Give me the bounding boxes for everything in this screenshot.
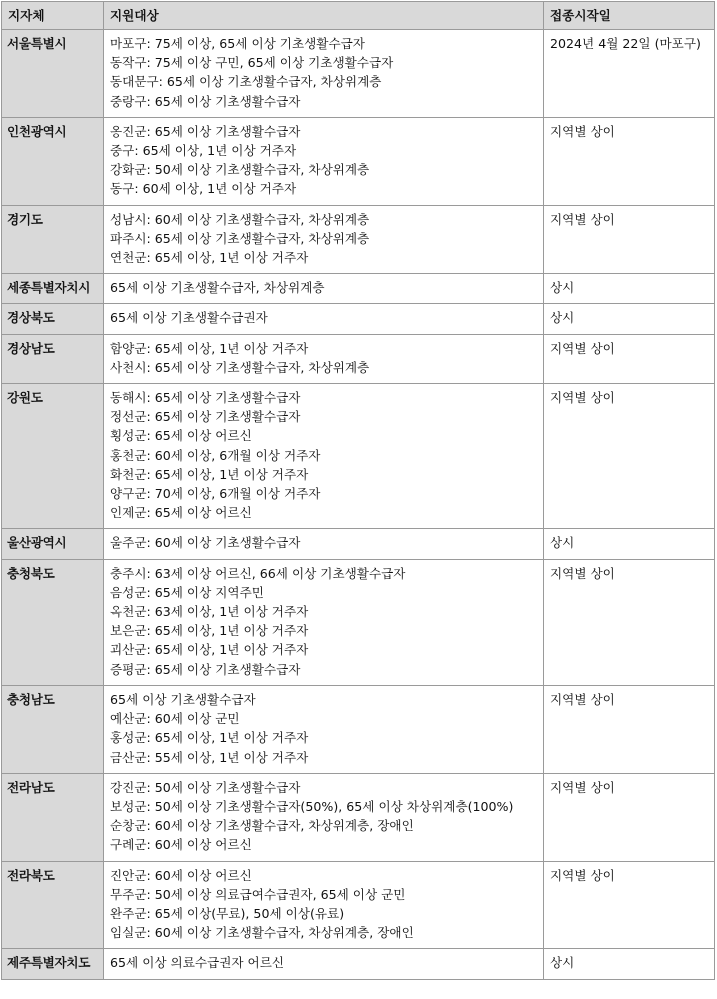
table-row	[2, 861, 715, 949]
target-line: 음성군: 65세 이상 지역주민	[110, 584, 264, 600]
target-line: 인제군: 65세 이상 어르신	[110, 505, 252, 521]
targets-cell	[104, 949, 544, 979]
start-date-cell: 상시	[544, 529, 715, 559]
targets-cell	[104, 685, 544, 773]
start-date-cell: 지역별 상이	[544, 685, 715, 773]
target-line: 울주군: 60세 이상 기초생활수급자	[110, 535, 301, 551]
target-line: 강진군: 50세 이상 기초생활수급자	[110, 779, 301, 795]
target-line: 홍성군: 65세 이상, 1년 이상 거주자	[110, 730, 309, 746]
header-targets: 지원대상	[104, 2, 544, 30]
region-cell: 전라북도	[2, 861, 104, 949]
start-date-cell: 지역별 상이	[544, 205, 715, 274]
targets-cell	[104, 529, 544, 559]
start-date-cell: 상시	[544, 949, 715, 979]
target-line: 횡성군: 65세 이상 어르신	[110, 428, 252, 444]
target-line: 옥천군: 63세 이상, 1년 이상 거주자	[110, 604, 309, 620]
start-date-cell: 지역별 상이	[544, 861, 715, 949]
target-line: 홍천군: 60세 이상, 6개월 이상 거주자	[110, 447, 321, 463]
region-cell: 울산광역시	[2, 529, 104, 559]
start-date-cell: 지역별 상이	[544, 117, 715, 205]
table-row	[2, 949, 715, 979]
start-date-cell: 상시	[544, 274, 715, 304]
table-row	[2, 117, 715, 205]
target-line: 금산군: 55세 이상, 1년 이상 거주자	[110, 749, 309, 765]
target-line: 동구: 60세 이상, 1년 이상 거주자	[110, 181, 297, 197]
targets-cell	[104, 304, 544, 334]
region-cell: 인천광역시	[2, 117, 104, 205]
targets-cell	[104, 117, 544, 205]
region-cell: 전라남도	[2, 773, 104, 861]
vaccination-support-table	[1, 1, 715, 980]
target-line: 동해시: 65세 이상 기초생활수급자	[110, 390, 301, 406]
target-line: 보은군: 65세 이상, 1년 이상 거주자	[110, 623, 309, 639]
region-cell: 제주특별자치도	[2, 949, 104, 979]
target-line: 함양군: 65세 이상, 1년 이상 거주자	[110, 340, 309, 356]
target-line: 완주군: 65세 이상(무료), 50세 이상(유료)	[110, 905, 345, 921]
target-line: 65세 이상 기초생활수급권자	[110, 310, 268, 326]
table-row	[2, 685, 715, 773]
target-line: 65세 이상 기초생활수급자	[110, 691, 256, 707]
start-date-cell: 지역별 상이	[544, 334, 715, 383]
target-line: 화천군: 65세 이상, 1년 이상 거주자	[110, 466, 309, 482]
region-cell: 경상북도	[2, 304, 104, 334]
target-line: 성남시: 60세 이상 기초생활수급자, 차상위계층	[110, 211, 370, 227]
start-date-cell: 지역별 상이	[544, 384, 715, 529]
table-row	[2, 205, 715, 274]
target-line: 양구군: 70세 이상, 6개월 이상 거주자	[110, 486, 321, 502]
target-line: 무주군: 50세 이상 의료급여수급권자, 65세 이상 군민	[110, 886, 406, 902]
table-row	[2, 334, 715, 383]
targets-cell	[104, 30, 544, 118]
target-line: 증평군: 65세 이상 기초생활수급자	[110, 661, 301, 677]
header-region: 지자체	[2, 2, 104, 30]
target-line: 정선군: 65세 이상 기초생활수급자	[110, 409, 301, 425]
target-line: 순창군: 60세 이상 기초생활수급자, 차상위계층, 장애인	[110, 818, 414, 834]
target-line: 진안군: 60세 이상 어르신	[110, 867, 252, 883]
target-line: 중랑구: 65세 이상 기초생활수급자	[110, 93, 301, 109]
targets-cell	[104, 861, 544, 949]
table-row	[2, 559, 715, 685]
table-row	[2, 529, 715, 559]
header-start-date: 접종시작일	[544, 2, 715, 30]
target-line: 동작구: 75세 이상 구민, 65세 이상 기초생활수급자	[110, 55, 394, 71]
target-line: 옹진군: 65세 이상 기초생활수급자	[110, 123, 301, 139]
target-line: 예산군: 60세 이상 군민	[110, 711, 240, 727]
target-line: 65세 이상 기초생활수급자, 차상위계층	[110, 280, 325, 296]
table-row	[2, 384, 715, 529]
start-date-cell: 지역별 상이	[544, 559, 715, 685]
start-date-cell: 2024년 4월 22일 (마포구)	[544, 30, 715, 118]
target-line: 괴산군: 65세 이상, 1년 이상 거주자	[110, 642, 309, 658]
target-line: 임실군: 60세 이상 기초생활수급자, 차상위계층, 장애인	[110, 925, 414, 941]
target-line: 강화군: 50세 이상 기초생활수급자, 차상위계층	[110, 162, 370, 178]
table-row	[2, 304, 715, 334]
target-line: 동대문구: 65세 이상 기초생활수급자, 차상위계층	[110, 74, 382, 90]
target-line: 파주시: 65세 이상 기초생활수급자, 차상위계층	[110, 230, 370, 246]
start-date-cell: 상시	[544, 304, 715, 334]
region-cell: 경기도	[2, 205, 104, 274]
table-header-row	[2, 2, 715, 30]
region-cell: 충청남도	[2, 685, 104, 773]
region-cell: 강원도	[2, 384, 104, 529]
target-line: 구례군: 60세 이상 어르신	[110, 837, 252, 853]
target-line: 연천군: 65세 이상, 1년 이상 거주자	[110, 250, 309, 266]
target-line: 마포구: 75세 이상, 65세 이상 기초생활수급자	[110, 36, 365, 51]
target-line: 충주시: 63세 이상 어르신, 66세 이상 기초생활수급자	[110, 565, 406, 581]
target-line: 65세 이상 의료수급권자 어르신	[110, 955, 285, 971]
targets-cell	[104, 274, 544, 304]
table-body	[2, 30, 715, 980]
targets-cell	[104, 559, 544, 685]
region-cell: 세종특별자치시	[2, 274, 104, 304]
targets-cell	[104, 773, 544, 861]
region-cell: 경상남도	[2, 334, 104, 383]
table-row	[2, 773, 715, 861]
target-line: 사천시: 65세 이상 기초생활수급자, 차상위계층	[110, 359, 370, 375]
target-line: 보성군: 50세 이상 기초생활수급자(50%), 65세 이상 차상위계층(100%)	[110, 798, 514, 814]
targets-cell	[104, 205, 544, 274]
targets-cell	[104, 384, 544, 529]
table-row	[2, 30, 715, 118]
targets-cell	[104, 334, 544, 383]
region-cell: 서울특별시	[2, 30, 104, 118]
target-line: 중구: 65세 이상, 1년 이상 거주자	[110, 143, 297, 159]
region-cell: 충청북도	[2, 559, 104, 685]
start-date-cell: 지역별 상이	[544, 773, 715, 861]
table-row	[2, 274, 715, 304]
